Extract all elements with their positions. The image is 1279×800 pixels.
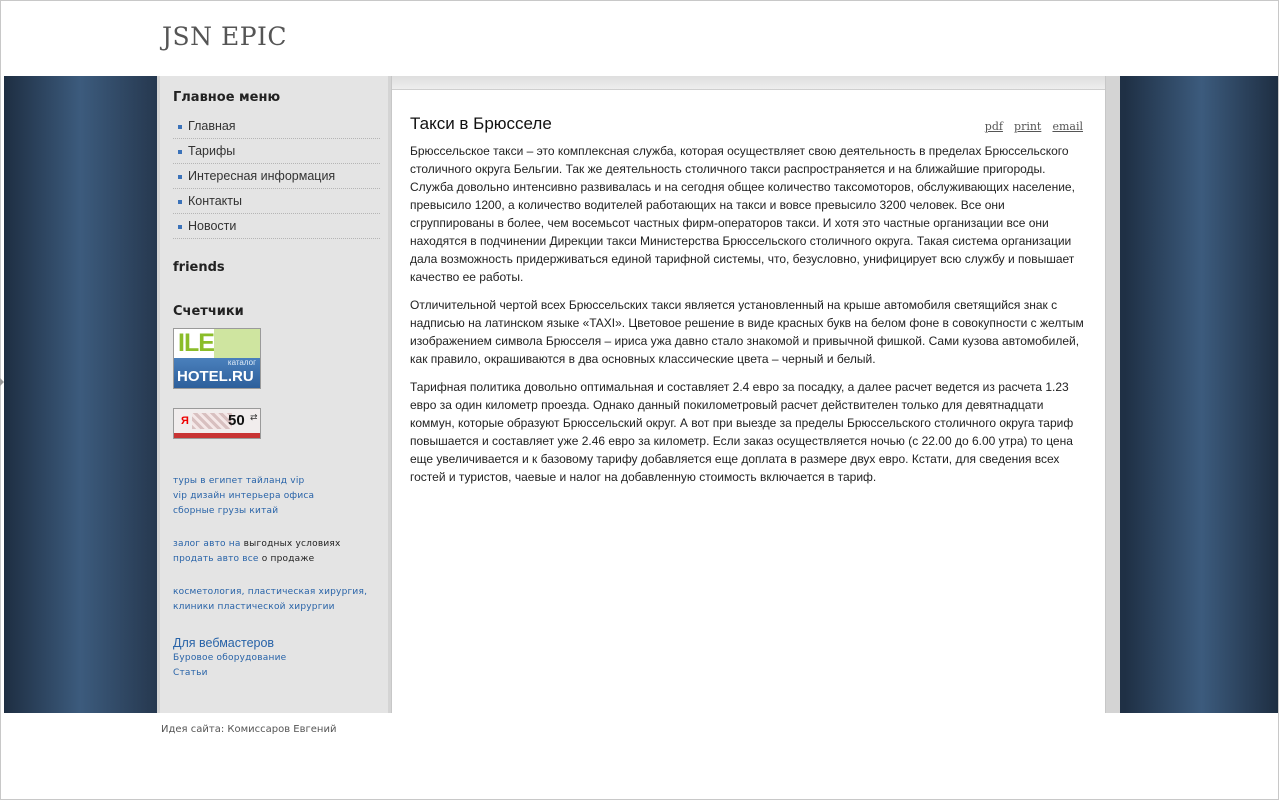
pdf-button[interactable]: pdf: [984, 120, 1003, 133]
main-menu-title: Главное меню: [173, 90, 281, 105]
sponsor-link[interactable]: туры в египет тайланд vip: [173, 476, 305, 486]
menu-item-tariffs[interactable]: Тарифы: [173, 139, 380, 164]
email-button[interactable]: email: [1052, 120, 1083, 133]
sponsor-link[interactable]: сборные грузы китай: [173, 506, 279, 516]
yandex-letter: Я: [181, 415, 189, 427]
hotel-catalog-label: каталог: [227, 358, 256, 367]
main-top-bar: [392, 76, 1105, 90]
sidebar: [160, 76, 388, 713]
bullet-icon: [178, 200, 182, 204]
sponsor-line: залог авто на выгодных условиях: [173, 539, 341, 549]
print-button[interactable]: print: [1014, 120, 1042, 133]
sponsor-link[interactable]: vip дизайн интерьера офиса: [173, 491, 315, 501]
menu-item-info[interactable]: Интересная информация: [173, 164, 380, 189]
ile-hotel-badge[interactable]: [173, 328, 261, 389]
sponsor-link[interactable]: залог авто на: [173, 539, 241, 549]
bullet-icon: [178, 125, 182, 129]
menu-item-home[interactable]: Главная: [173, 114, 380, 139]
webmasters-link-drilling[interactable]: Буровое оборудование: [173, 653, 287, 663]
side-handle-icon[interactable]: [0, 378, 4, 386]
refresh-icon: ⇄: [250, 413, 258, 423]
sponsor-link[interactable]: продать авто все: [173, 554, 259, 564]
hotel-logo: HOTEL.RU: [177, 368, 254, 385]
sponsor-line: продать авто все о продаже: [173, 554, 315, 564]
yandex-counter-badge[interactable]: [173, 408, 261, 439]
bullet-icon: [178, 225, 182, 229]
article-body: [410, 142, 1090, 496]
main-menu: [173, 114, 380, 239]
article-paragraph: Тарифная политика довольно оптимальная и составляет 2.4 евро за посадку, а далее расчет ведется из расчета 1.23 евро за один километр проезда. Однако данный покилометровый расчет действителен только для девятнадцати коммун, которые образуют Брюссельский округ. А вот при выезде за пределы Брюссельского столичного округа тариф повышается и составляет уже 2.46 евро за километр. Если заказ осуществляется ночью (с 22.00 до 6.00 утра) то цена еще увеличивается и к базовому тарифу добавляется еще доплата в размере двух евро. Кстати, для сведения всех гостей и туристов, чаевые и налог на добавленную стоимость включается в тариф.: [410, 380, 1074, 484]
bullet-icon: [178, 175, 182, 179]
ile-logo: ILE: [178, 329, 214, 357]
article-paragraph: Брюссельское такси – это комплексная служба, которая осуществляет свою деятельность в пределах Брюссельского столичного округа Бельгии. Так же деятельность столичного такси распространяется и на ближайшие пригороды. Служба довольно интенсивно развивалась и на сегодня общее количество таксомоторов, обслуживающих население, превысило 1200, а количество водителей работающих на такси и вовсе превысило 3200 человек. Все они сгруппированы в более, чем восемьсот частных фирм-операторов такси. И хотя это частные организации все они находятся в подчинении Дирекции такси Министерства Брюссельского столичного округа. Такая система организации дала возможность придерживаться единой тарифной системы, что, безусловно, унифицирует всю службу и повышает качество ее работы.: [410, 144, 1075, 284]
article-title: Такси в Брюсселе: [410, 114, 552, 133]
bullet-icon: [178, 150, 182, 154]
friends-title: friends: [173, 260, 225, 275]
main-content: [391, 76, 1106, 713]
sponsor-link[interactable]: косметология, пластическая хирургия,: [173, 587, 368, 597]
article-actions: [979, 115, 1083, 134]
menu-item-contacts[interactable]: Контакты: [173, 189, 380, 214]
article-paragraph: Отличительной чертой всех Брюссельских такси является установленный на крыше автомобиля светящийся знак с надписью на латинском языке «TAXI». Цветовое решение в виде красных букв на белом фоне в совокупности с желтым изображением символа Брюсселя – ириса ужа давно стало знакомой и привычной фишкой. Сами кузова автомобилей, как правило, окрашиваются в два основных классические цвета – черный и белый.: [410, 298, 1084, 366]
webmasters-title[interactable]: Для вебмастеров: [173, 636, 275, 650]
footer-credit: Идея сайта: Комиссаров Евгений: [161, 724, 337, 735]
sponsor-link[interactable]: клиники пластической хирургии: [173, 602, 335, 612]
menu-item-news[interactable]: Новости: [173, 214, 380, 239]
webmasters-link-articles[interactable]: Статьи: [173, 668, 208, 678]
site-logo[interactable]: JSN EPIC: [162, 22, 288, 51]
yandex-count: 50: [228, 412, 245, 429]
counters-title: Счетчики: [173, 304, 244, 319]
